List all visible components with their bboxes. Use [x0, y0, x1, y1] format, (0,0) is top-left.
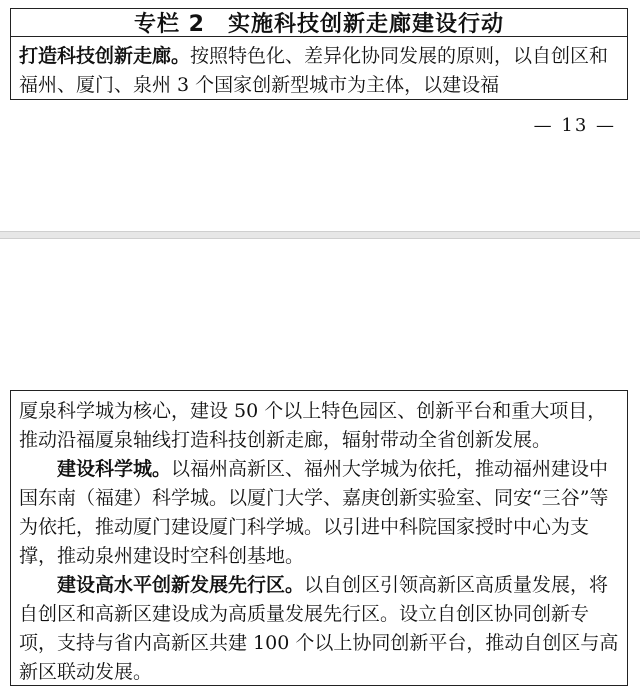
para3-text: 以自创区引领高新区高质量发展，将自创区和高新区建设成为高质量发展先行区。设立自创区协同创新专项，支持与省内高新区共建 100 个以上协同创新平台，推动自创区与高新区联动发展。 — [19, 574, 619, 683]
box-title-text: 专栏 2 实施科技创新走廊建设行动 — [134, 12, 504, 37]
para3 — [19, 571, 619, 687]
page-bottom — [0, 239, 640, 697]
feature-box-top — [10, 8, 628, 100]
page-top — [0, 0, 640, 231]
para3-bold: 建设高水平创新发展先行区。 — [57, 574, 305, 596]
box-title — [11, 9, 627, 37]
para1-continued — [19, 397, 619, 455]
page-number: — 13 — — [533, 115, 616, 136]
para1-bold: 打造科技创新走廊。 — [19, 45, 191, 67]
box-body-top — [11, 37, 627, 100]
para1-text: 按照特色化、差异化协同发展的原则，以自创区和福州、厦门、泉州 3 个国家创新型城市为主体，以建设福 — [19, 45, 609, 96]
feature-box-bottom — [10, 390, 628, 686]
para2-bold: 建设科学城。 — [57, 458, 172, 480]
para2-text: 以福州高新区、福州大学城为依托，推动福州建设中国东南（福建）科学城。以厦门大学、嘉庚创新实验室、同安“三谷”等为依托，推动厦门建设厦门科学城。以引进中科院国家授时中心为支撑，推动泉州建设时空科创基地。 — [19, 458, 609, 567]
para2 — [19, 455, 619, 571]
para1-cont-text: 厦泉科学城为核心，建设 50 个以上特色园区、创新平台和重大项目，推动沿福厦泉轴线打造科技创新走廊，辐射带动全省创新发展。 — [19, 400, 607, 451]
page-break — [0, 231, 640, 239]
